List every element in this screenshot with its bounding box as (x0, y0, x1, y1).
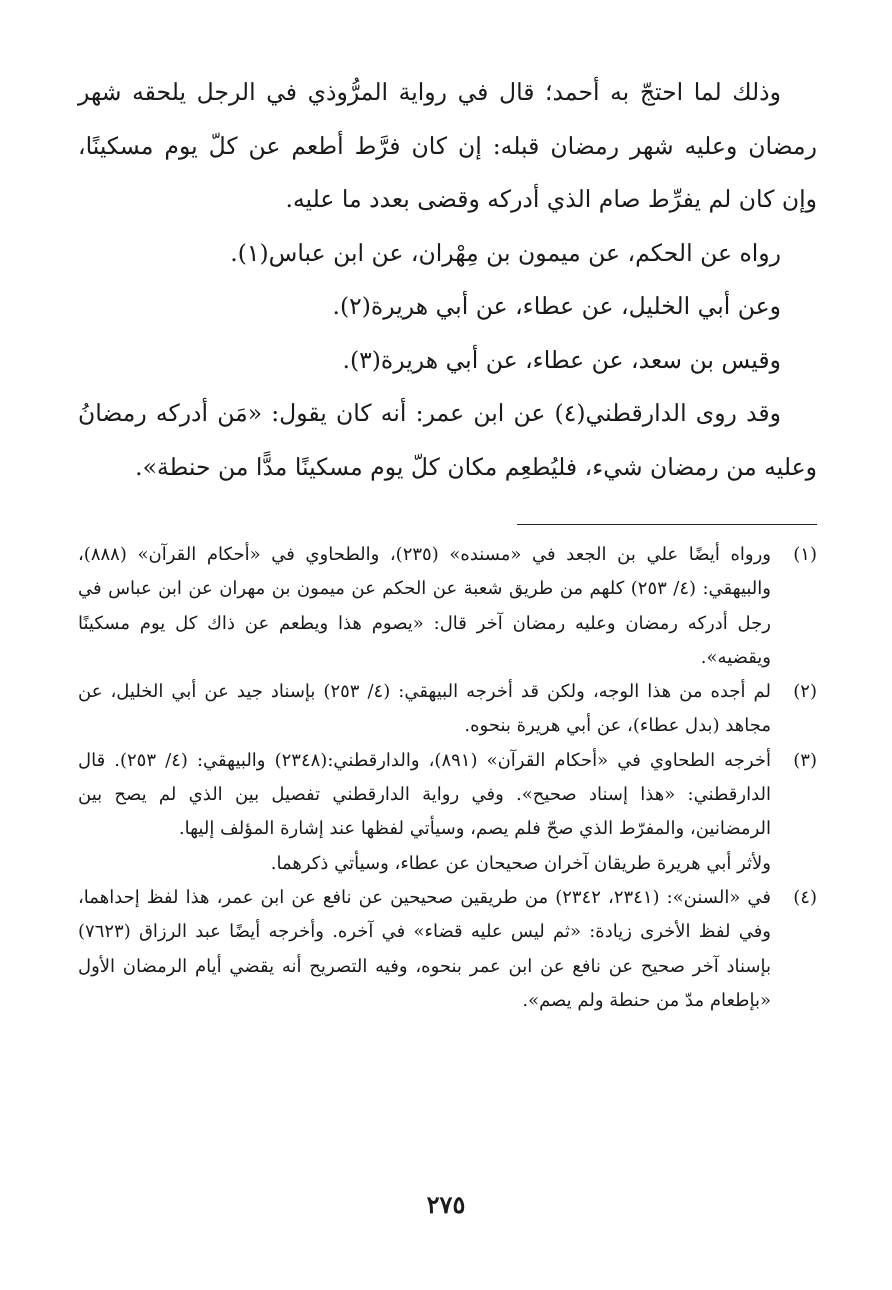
footnote (78, 881, 817, 1018)
footnote (78, 744, 817, 881)
footnote-text: أخرجه الطحاوي في «أحكام القرآن» (٨٩١)، والدارقطني:(٢٣٤٨) والبيهقي: (٤/ ٢٥٣). قال الدارقطني: «هذا إسناد صحيح». وفي رواية الدارقطني تفصيل بين الذي لم يصح بين الرمضانين، والمفرّط الذي صحّ فلم يصم، وسيأتي لفظها عند إشارة المؤلف إليها. (78, 749, 771, 840)
footnote-text: في «السنن»: (٢٣٤١، ٢٣٤٢) من طريقين صحيحين عن نافع عن ابن عمر، هذا لفظ إحداهما، وفي لفظ الأخرى زيادة: «ثم ليس عليه قضاء» في آخره. وأخرجه أيضًا عبد الرزاق (٧٦٢٣) بإسناد آخر صحيح عن نافع عن ابن عمر بنحوه، وفيه التصريح أنه يقضي أيام الرمضان الأول «بإطعام مدّ من حنطة ولم يصم». (78, 886, 772, 1011)
footnote-text: ورواه أيضًا علي بن الجعد في «مسنده» (٢٣٥)، والطحاوي في «أحكام القرآن» (٨٨٨)، والبيهقي: (٤/ ٢٥٣) كلهم من طريق شعبة عن الحكم عن ميمون بن مهران عن ابن عباس في رجل أدركه رمضان وعليه رمضان آخر قال: «يصوم هذا ويطعم عن ذاك كل يوم مسكينًا ويقضيه». (78, 544, 771, 668)
footnote-number: (١) (793, 544, 817, 565)
footnote-extra-text: ولأثر أبي هريرة طريقان آخران صحيحان عن عطاء، وسيأتي ذكرهما. (270, 852, 771, 874)
footnote (78, 675, 817, 744)
main-paragraph: رواه عن الحكم، عن ميمون بن مِهْران، عن ابن عباس(١). (230, 238, 781, 267)
footnote-text: لم أجده من هذا الوجه، ولكن قد أخرجه البيهقي: (٤/ ٢٥٣) بإسناد جيد عن أبي الخليل، عن مجاهد (بدل عطاء)، عن أبي هريرة بنحوه. (78, 681, 772, 737)
main-paragraph: وقد روى الدارقطني(٤) عن ابن عمر: أنه كان يقول: «مَن أدركه رمضانُ وعليه من رمضان شيء، فليُطعِم مكان كلّ يوم مسكينًا مدًّا من حنطة». (78, 399, 817, 481)
footnote-number: (٤) (793, 886, 817, 908)
main-text (78, 66, 817, 494)
main-paragraph: وعن أبي الخليل، عن عطاء، عن أبي هريرة(٢). (332, 292, 781, 320)
footnote-number: (٣) (793, 749, 817, 771)
footnote-number: (٢) (793, 681, 817, 703)
main-paragraph: وقيس بن سعد، عن عطاء، عن أبي هريرة(٣). (342, 345, 781, 374)
footnote-divider (517, 524, 817, 525)
page-number: ٢٧٥ (426, 1190, 466, 1219)
footnotes (78, 538, 817, 1018)
footnote (78, 538, 817, 675)
main-paragraph: وذلك لما احتجّ به أحمد؛ قال في رواية المرُّوذي في الرجل يلحقه شهر رمضان وعليه شهر رمضان قبله: إن كان فرَّط أطعم عن كلّ يوم مسكينًا، وإن كان لم يفرِّط صام الذي أدركه وقضى بعدد ما عليه. (78, 78, 817, 213)
